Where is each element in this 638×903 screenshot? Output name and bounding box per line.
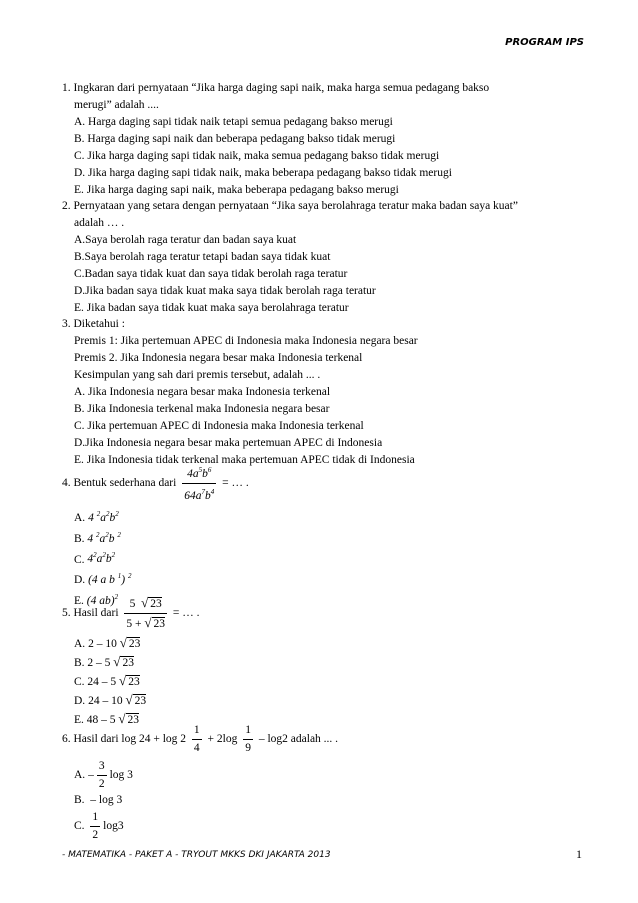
option-label: A. — [74, 769, 86, 782]
question-1 — [62, 80, 592, 199]
question-stem: adalah … . — [74, 217, 125, 229]
option-label: A. — [74, 638, 86, 650]
question-tail: = … . — [172, 607, 200, 620]
option: A.Saya berolah raga teratur dan badan saya kuat — [74, 234, 297, 246]
fraction-one-quarter: $\frac{1}{4}$ — [192, 722, 202, 757]
page-number: 1 — [576, 847, 582, 861]
option-label: E. — [74, 595, 84, 608]
option-expr: 48 – 5 — [86, 714, 116, 726]
question-stem: 5. Hasil dari — [62, 607, 119, 620]
option-expr: 2 – 10 — [88, 638, 117, 650]
option-label: C. — [74, 676, 85, 688]
question-3 — [62, 316, 592, 469]
premis-1: Premis 1: Jika pertemuan APEC di Indonesia maka Indonesia negara besar — [74, 335, 418, 347]
option-expr: 4 $^2a^2b$ $^2$ — [87, 530, 121, 545]
question-2 — [62, 198, 592, 317]
option-expr: $4^2a^2b^2$ — [87, 551, 116, 566]
option: D.Jika badan saya tidak kuat maka saya tidak berolah raga teratur — [74, 285, 376, 297]
option: C. Jika harga daging sapi tidak naik, maka semua pedagang bakso tidak merugi — [74, 150, 440, 162]
question-6: 6. Hasil dari log 24 + log 2 $\frac{1}{4}$ + 2log $\frac{1}{9}$ – log2 adalah ... . A. – $\frac{3}{2}$ log 3 B. – log 3 C. $\frac{1}{2}$ log3 — [62, 722, 592, 843]
option-label: A. — [74, 511, 86, 524]
option-expr: 24 – 10 — [88, 695, 123, 707]
question-stem: merugi” adalah .... — [74, 99, 159, 111]
question-stem: 6. Hasil dari log 24 + log 2 — [62, 733, 187, 746]
option: C. Jika pertemuan APEC di Indonesia maka Indonesia terkenal — [74, 420, 364, 432]
option: B.Saya berolah raga teratur tetapi badan saya tidak kuat — [74, 251, 331, 263]
option: B. Jika Indonesia terkenal maka Indonesia negara besar — [74, 403, 330, 415]
option-expr: (4 a b $^1$) $^2$ — [88, 572, 132, 587]
option: E. Jika Indonesia tidak terkenal maka pertemuan APEC tidak di Indonesia — [74, 454, 415, 466]
option-expr: 24 – 5 — [87, 676, 117, 688]
question-tail: – log2 adalah ... . — [258, 733, 339, 746]
option-label: D. — [74, 695, 86, 707]
option-expr: (4 ab)$^2$ — [86, 593, 119, 608]
question-stem: 4. Bentuk sederhana dari — [62, 476, 177, 489]
program-label: PROGRAM IPS — [505, 37, 584, 48]
option: A. Jika Indonesia negara besar maka Indonesia terkenal — [74, 386, 331, 398]
option: A. Harga daging sapi tidak naik tetapi semua pedagang bakso merugi — [74, 116, 393, 128]
question-stem: 2. Pernyataan yang setara dengan pernyataan “Jika saya berolahraga teratur maka badan saya kuat” — [62, 200, 518, 212]
kesimpulan: Kesimpulan yang sah dari premis tersebut, adalah ... . — [74, 369, 321, 381]
option: B. Harga daging sapi naik dan beberapa pedagang bakso tidak merugi — [74, 133, 396, 145]
question-stem: 3. Diketahui : — [62, 318, 125, 330]
premis-2: Premis 2. Jika Indonesia negara besar maka Indonesia terkenal — [74, 352, 363, 364]
question-tail: = … . — [222, 476, 249, 489]
option-label: C. — [74, 553, 85, 566]
option-label: D. — [74, 574, 86, 587]
option-expr: 4 $^2a^2b^2$ — [88, 510, 119, 524]
expression-fraction: $\frac{5 √ 23}{5 + √ 23}$ — [124, 594, 167, 633]
footer-text: - MATEMATIKA - PAKET A - TRYOUT MKKS DKI JAKARTA 2013 — [62, 850, 331, 860]
option-label: B. — [74, 657, 85, 669]
option: D.Jika Indonesia negara besar maka pertemuan APEC di Indonesia — [74, 437, 383, 449]
option: D. Jika harga daging sapi tidak naik, maka beberapa pedagang bakso tidak merugi — [74, 167, 452, 179]
expression-fraction: $\frac{4a^5b^6}{64a^7b^4}$ — [182, 462, 216, 505]
fraction-three-halves: $\frac{3}{2}$ — [97, 758, 107, 793]
question-5: 5. Hasil dari $\frac{5 √ 23}{5 + √ 23}$ = … . A. 2 – 10 √ 23 B. 2 – 5 √ 23 C. 24 – 5 √ 23 D. 24 – 10 √ 23 E. 48 – 5 √ 23 — [62, 595, 200, 726]
fraction-one-half: $\frac{1}{2}$ — [90, 809, 100, 844]
option-label: B. — [74, 532, 85, 545]
option-label: B. — [74, 794, 85, 806]
option: C.Badan saya tidak kuat dan saya tidak berolah raga teratur — [74, 268, 348, 280]
option: E. Jika harga daging sapi naik, maka beberapa pedagang bakso merugi — [74, 184, 399, 196]
fraction-one-ninth: $\frac{1}{9}$ — [243, 722, 253, 757]
option: E. Jika badan saya tidak kuat maka saya berolahraga teratur — [74, 302, 349, 314]
question-stem: 1. Ingkaran dari pernyataan “Jika harga daging sapi naik, maka harga semua pedagang bakso — [62, 82, 490, 94]
question-4 — [62, 462, 592, 610]
option-label: E. — [74, 714, 84, 726]
option-expr: 2 – 5 — [87, 657, 111, 669]
option-label: C. — [74, 820, 85, 833]
